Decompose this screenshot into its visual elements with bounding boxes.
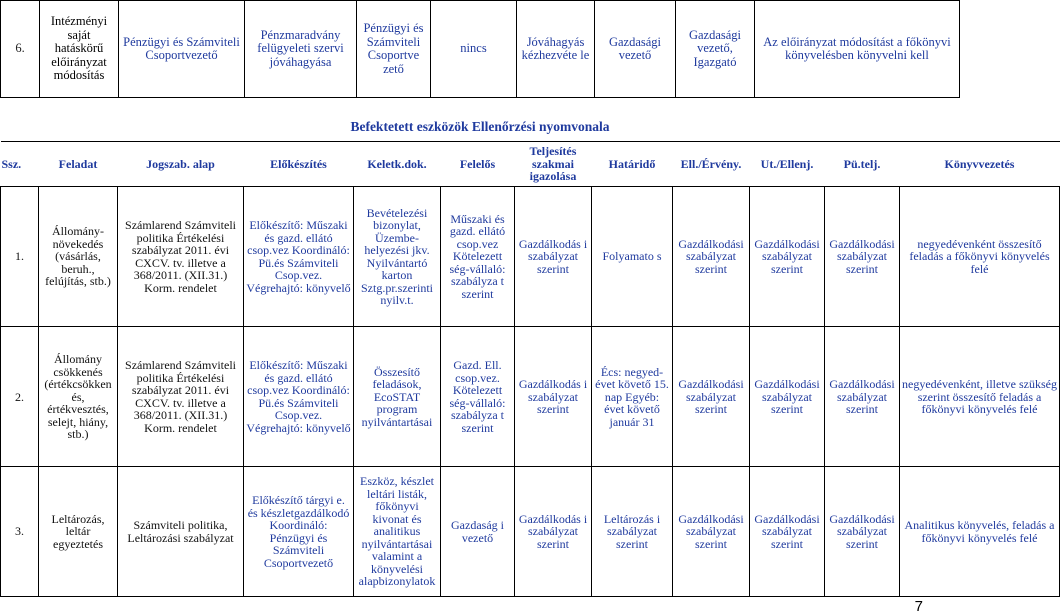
cell-ell: Gazdálkodási szabályzat szerint — [673, 186, 750, 326]
page-number: 7 — [914, 598, 923, 615]
cell-pu: Gazdálkodási szabályzat szerint — [825, 467, 900, 597]
table-row — [1, 186, 1060, 326]
header-teljesites: Teljesítés szakmai igazolása — [515, 142, 592, 187]
document-cell: nincs — [431, 1, 517, 98]
header-row — [1, 142, 1060, 187]
cell-konyv: negyedévenként összesítő feladás a főkönyvi könyvelés felé — [900, 186, 1060, 326]
cell-ut: Gazdálkodási szabályzat szerint — [750, 186, 825, 326]
cell-ssz: 2. — [1, 327, 39, 467]
cell-keletk: Eszköz, készlet leltári listák, főkönyvi kivonat és analitikus nyilvántartásai valamint a könyvelési alapbizonylatok — [354, 467, 441, 597]
cell-feladat: Állomány csökkenés (értékcsökken és, értékvesztés, selejt, hiány, stb.) — [39, 327, 118, 467]
cell-felelos: Gazd. Ell. csop.vez. Kötelezett ség-vállaló: szabályza t szerint — [441, 327, 515, 467]
cell-elokeszites: Előkészítő tárgyi e. és készletgazdálkodó Koordináló: Pénzügyi és Számviteli Csoportvezető — [244, 467, 354, 597]
cell-teljesites: Gazdálkodás i szabályzat szerint — [515, 327, 592, 467]
control-cell: Gazdasági vezető — [595, 1, 676, 98]
header-ell: Ell./Érvény. — [673, 142, 750, 187]
header-ssz: Ssz. — [1, 142, 39, 187]
header-pu: Pü.telj. — [825, 142, 900, 187]
row-number: 6. — [1, 1, 40, 98]
section-title: Befektetett eszközök Ellenőrzési nyomvonala — [350, 119, 610, 134]
table-row — [1, 1, 960, 98]
cell-jogszab: Számlarend Számviteli politika Értékelési szabályzat 2011. évi CXCV. tv. illetve a 368/2011. (XII.31.) Korm. rendelet — [118, 327, 244, 467]
header-feladat: Feladat — [39, 142, 118, 187]
cell-keletk: Bevételezési bizonylat, Üzembe-helyezési jkv. Nyilvántartó karton Sztg.pr.szerinti nyilv.t. — [354, 186, 441, 326]
control-trail-table — [0, 141, 1060, 597]
cell-konyv: Analitikus könyvelés, feladás a főkönyvi könyvelés felé — [900, 467, 1060, 597]
cell-ssz: 1. — [1, 186, 39, 326]
authorizer-cell: Gazdasági vezető, Igazgató — [676, 1, 755, 98]
cell-ell: Gazdálkodási szabályzat szerint — [673, 467, 750, 597]
cell-ssz: 3. — [1, 467, 39, 597]
cell-elokeszites: Előkészítő: Műszaki és gazd. ellátó csop.vez Koordináló: Pü.és Számviteli Csop.vez. Végrehajtó: könyvelő — [244, 327, 354, 467]
cell-konyv: negyedévenként, illetve szükség szerint összesítő feladás a főkönyvi könyvelés felé — [900, 327, 1060, 467]
cell-felelos: Műszaki és gazd. ellátó csop.vez Kötelezett ség-vállaló: szabályza t szerint — [441, 186, 515, 326]
cell-feladat: Állomány-növekedés (vásárlás, beruh., felújítás, stb.) — [39, 186, 118, 326]
executor-cell: Pénzügyi és Számviteli Csoportve zető — [357, 1, 431, 98]
task-cell: Intézményi saját hatáskörű előirányzat módosítás — [40, 1, 119, 98]
table-row — [1, 467, 1060, 597]
approval-table — [0, 0, 960, 98]
cell-pu: Gazdálkodási szabályzat szerint — [825, 327, 900, 467]
header-konyv: Könyvvezetés — [900, 142, 1060, 187]
deadline-cell: Jóváhagyás kézhezvéte le — [517, 1, 595, 98]
cell-keletk: Összesítő feladások, EcoSTAT program nyilvántartásai — [354, 327, 441, 467]
cell-jogszab: Számviteli politika, Leltározási szabályzat — [118, 467, 244, 597]
cell-ell: Gazdálkodási szabályzat szerint — [673, 327, 750, 467]
header-keletk: Keletk.dok. — [354, 142, 441, 187]
bookkeeping-cell: Az előirányzat módosítást a főkönyvi könyvelésben könyvelni kell — [755, 1, 960, 98]
table-row — [1, 327, 1060, 467]
header-ut: Ut./Ellenj. — [750, 142, 825, 187]
cell-pu: Gazdálkodási szabályzat szerint — [825, 186, 900, 326]
cell-elokeszites: Előkészítő: Műszaki és gazd. ellátó csop.vez Koordináló: Pü.és Számviteli Csop.vez. Végrehajtó: könyvelő — [244, 186, 354, 326]
cell-ut: Gazdálkodási szabályzat szerint — [750, 467, 825, 597]
header-elokeszites: Előkészítés — [244, 142, 354, 187]
cell-teljesites: Gazdálkodás i szabályzat szerint — [515, 467, 592, 597]
cell-feladat: Leltározás, leltár egyeztetés — [39, 467, 118, 597]
cell-jogszab: Számlarend Számviteli politika Értékelési szabályzat 2011. évi CXCV. tv. illetve a 368/2011. (XII.31.) Korm. rendelet — [118, 186, 244, 326]
header-felelos: Felelős — [441, 142, 515, 187]
cell-teljesites: Gazdálkodás i szabályzat szerint — [515, 186, 592, 326]
responsible-cell: Pénzügyi és Számviteli Csoportvezető — [119, 1, 245, 98]
header-hatarido: Határidő — [592, 142, 673, 187]
approval-cell: Pénzmaradvány felügyeleti szervi jóváhagyása — [245, 1, 357, 98]
cell-hatarido: Folyamato s — [592, 186, 673, 326]
header-jogszab: Jogszab. alap — [118, 142, 244, 187]
cell-felelos: Gazdaság i vezető — [441, 467, 515, 597]
cell-ut: Gazdálkodási szabályzat szerint — [750, 327, 825, 467]
cell-hatarido: Écs: negyed-évet követő 15. nap Egyéb: évet követő január 31 — [592, 327, 673, 467]
cell-hatarido: Leltározás i szabályzat szerint — [592, 467, 673, 597]
